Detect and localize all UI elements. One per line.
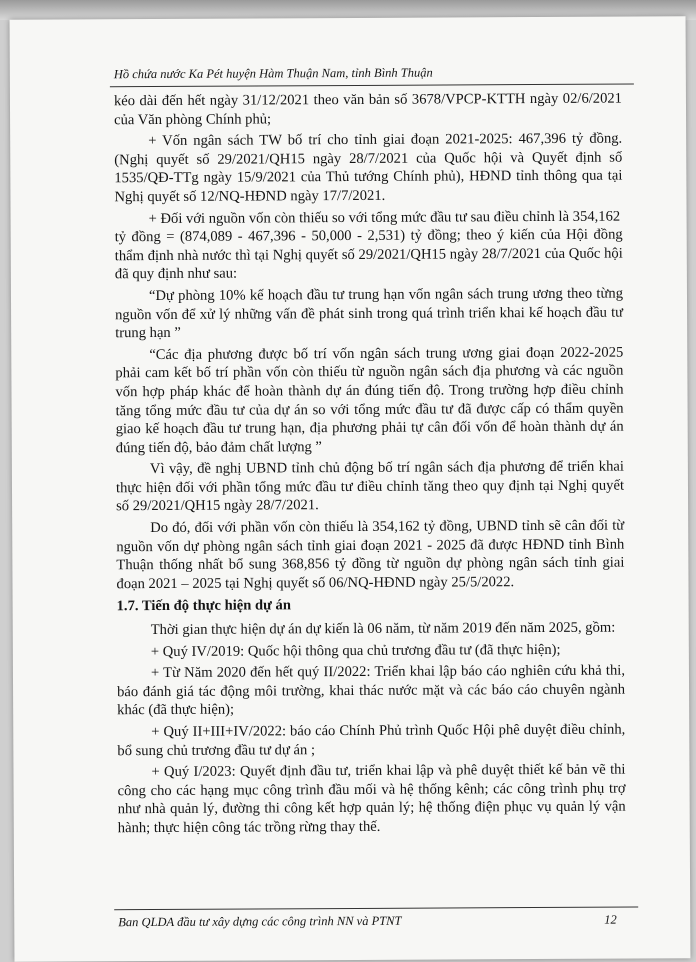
paragraph-central-budget: + Vốn ngân sách TW bố trí cho tỉnh giai đoạn 2021-2025: 467,396 tỷ đồng. (Nghị quyết số 29/2021/QH15 ngày 28/7/2021 của Quốc hội và Quyết định số 1535/QĐ-TTg ngày 15/9/2021 của Thủ tướng Chính phủ), HĐND tỉnh thông qua tại Nghị quyết số 12/NQ-HĐND ngày 17/7/2021. [114, 130, 623, 206]
page-footer: Ban QLDA đầu tư xây dựng các công trình NN và PTNT [118, 913, 402, 930]
footer-divider [114, 906, 638, 910]
page-number: 12 [604, 912, 617, 927]
paragraph-schedule-intro: Thời gian thực hiện dự án dự kiến là 06 năm, từ năm 2019 đến năm 2025, gồm: [150, 619, 616, 639]
section-heading: 1.7. Tiến độ thực hiện dự án [116, 597, 291, 615]
quote-local-commitment: “Các địa phương được bố trí vốn ngân sách trung ương giai đoạn 2022-2025 phải cam kết bố trí phần vốn còn thiếu từ nguồn ngân sách địa phương và các nguồn vốn hợp pháp khác để hoàn thành dự án đúng tiến độ. Trong trường hợp điều chỉnh tăng tổng mức đầu tư của dự án so với tổng mức đầu tư đã được cấp có thẩm quyền giao kế hoạch đầu tư trung hạn, địa phương phải tự cân đối vốn để hoàn thành dự án đúng tiến độ, bảo đảm chất lượng ” [115, 344, 624, 456]
paragraph-conclusion: Do đó, đối với phần vốn còn thiếu là 354,162 tỷ đồng, UBND tỉnh sẽ cân đối từ nguồn vốn dự phòng ngân sách tỉnh giai đoạn 2021 - 2025 đã được HĐND tỉnh Bình Thuận thống nhất bổ sung 368,856 tỷ đồng từ nguồn dự phòng ngân sách tỉnh giai đoạn 2021 – 2025 tại Nghị quyết số 06/NQ-HĐND ngày 25/5/2022. [116, 517, 625, 593]
paragraph-continuation: kéo dài đến hết ngày 31/12/2021 theo văn bản số 3678/VPCP-KTTH ngày 02/6/2021 của Văn phòng Chính phủ; [113, 90, 623, 128]
paragraph-proposal: Vì vậy, đề nghị UBND tỉnh chủ động bố trí ngân sách địa phương để triển khai thực hiện đối với phần tổng mức đầu tư điều chỉnh tăng theo quy định tại Nghị quyết số 29/2021/QH15 ngày 28/7/2021. [115, 458, 625, 515]
schedule-item: + Quý II+III+IV/2022: báo cáo Chính Phủ trình Quốc Hội phê duyệt điều chỉnh, bổ sung chủ trương đầu tư dự án ; [117, 721, 626, 759]
schedule-item: + Quý I/2023: Quyết định đầu tư, triển khai lập và phê duyệt thiết kế bản vẽ thi công cho các hạng mục công trình đầu mối và hệ thống kênh; các công trình phụ trợ như nhà quản lý, đường thi công kết hợp quản lý; hệ thống điện phục vụ quản lý vận hành; thực hiện công tác trồng rừng thay thế. [117, 761, 626, 837]
paragraph-shortfall: + Đối với nguồn vốn còn thiếu so với tổng mức đầu tư sau điều chỉnh là 354,162 [148, 208, 621, 227]
schedule-item: + Từ Năm 2020 đến hết quý II/2022: Triển khai lập báo cáo nghiên cứu khả thi, báo đánh giá tác động môi trường, khai thác nước mặt và các báo cáo chuyên ngành khác (đã thực hiện); [117, 662, 626, 719]
paragraph-shortfall-formula: tỷ đồng = (874,089 - 467,396 - 50,000 - 2,531) tỷ đồng; theo ý kiến của Hội đồng thẩm định nhà nước thì tại Nghị quyết số 29/2021/QH15 ngày 28/7/2021 của Quốc hội đã quy định như sau: [114, 226, 623, 283]
header-divider [110, 84, 634, 88]
quote-reserve: “Dự phòng 10% kế hoạch đầu tư trung hạn vốn ngân sách trung ương theo từng nguồn vốn để xử lý những vấn đề phát sinh trong quá trình triển khai kế hoạch đầu tư trung hạn ” [115, 285, 624, 342]
page-header: Hồ chứa nước Ka Pét huyện Hàm Thuận Nam, tỉnh Bình Thuận [113, 65, 433, 82]
page-body [114, 90, 626, 841]
schedule-item: + Quý IV/2019: Quốc hội thông qua chủ trương đầu tư (đã thực hiện); [150, 641, 561, 660]
document-page [10, 16, 691, 962]
